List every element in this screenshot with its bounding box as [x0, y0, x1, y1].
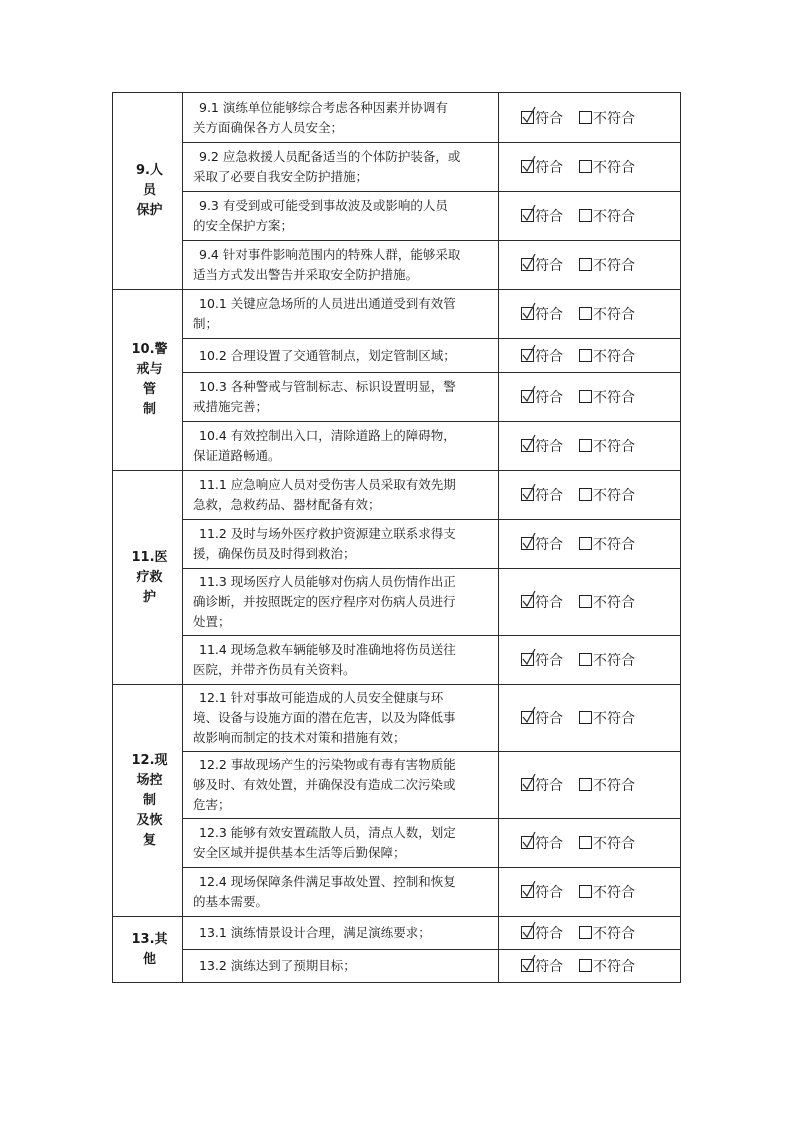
checkmark-icon [521, 831, 537, 849]
not-comply-option[interactable] [579, 885, 635, 901]
criterion-text-line: 确诊断，并按照既定的医疗程序对伤病人员进行 [193, 594, 456, 609]
table-row [113, 192, 681, 241]
not-comply-label: 不符合 [593, 110, 635, 127]
checkbox-comply[interactable] [521, 439, 534, 452]
compliance-cell [499, 143, 681, 192]
not-comply-label: 不符合 [593, 885, 635, 901]
not-comply-label: 不符合 [593, 836, 635, 852]
not-comply-option[interactable] [579, 307, 635, 323]
comply-option[interactable] [521, 537, 563, 553]
checkbox-comply[interactable] [521, 959, 534, 972]
checkmark-icon [521, 483, 537, 501]
criterion-cell [183, 752, 499, 819]
not-comply-label: 不符合 [593, 537, 635, 553]
checkbox-comply[interactable] [521, 836, 534, 849]
category-label-line: 保护 [136, 203, 163, 218]
criterion-text-line: 11.4 现场急救车辆能够及时准确地将伤员送往 [199, 642, 456, 657]
checkbox-not-comply[interactable] [579, 778, 592, 791]
not-comply-label: 不符合 [593, 926, 635, 942]
criterion-text-line: 9.1 演练单位能够综合考虑各种因素并协调有 [199, 99, 448, 115]
criterion-text-line: 故影响而制定的技术对策和措施有效； [193, 730, 406, 745]
criterion-text-line: 采取了必要自我安全防护措施； [193, 169, 369, 184]
category-label-line: 9.人员 [136, 163, 163, 198]
not-comply-option[interactable] [579, 111, 635, 127]
checkbox-not-comply[interactable] [579, 653, 592, 666]
category-label-line: 戒与管 [136, 362, 163, 397]
comply-label: 符合 [535, 836, 563, 852]
not-comply-option[interactable] [579, 653, 635, 669]
not-comply-option[interactable] [579, 209, 635, 225]
not-comply-option[interactable] [579, 959, 635, 975]
comply-option[interactable] [521, 653, 563, 669]
compliance-cell [499, 819, 681, 868]
criterion-text-line: 11.1 应急响应人员对受伤害人员采取有效先期 [199, 477, 456, 492]
checkbox-not-comply[interactable] [579, 885, 592, 898]
criterion-text-line: 危害； [193, 797, 231, 812]
checkbox-not-comply[interactable] [579, 307, 592, 320]
comply-label: 符合 [535, 595, 563, 611]
criterion-text-line: 13.2 演练达到了预期目标； [199, 958, 356, 973]
not-comply-label: 不符合 [593, 653, 635, 669]
not-comply-label: 不符合 [593, 307, 635, 323]
criterion-text-line: 境、设备与设施方面的潜在危害，以及为降低事 [193, 710, 456, 725]
not-comply-label: 不符合 [593, 258, 635, 274]
checkbox-comply[interactable] [521, 349, 534, 362]
comply-option[interactable] [521, 111, 563, 127]
checkmark-icon [521, 434, 537, 452]
not-comply-label: 不符合 [593, 711, 635, 727]
comply-option[interactable] [521, 595, 563, 611]
not-comply-label: 不符合 [593, 439, 635, 455]
checkbox-not-comply[interactable] [579, 836, 592, 849]
checkmark-icon [521, 648, 537, 666]
not-comply-label: 不符合 [593, 959, 635, 975]
criterion-text-line: 10.4 有效控制出入口，清除道路上的障碍物， [199, 428, 456, 443]
criterion-cell [183, 685, 499, 752]
checkbox-comply[interactable] [521, 488, 534, 501]
not-comply-option[interactable] [579, 836, 635, 852]
not-comply-option[interactable] [579, 488, 635, 504]
criterion-text-line: 12.1 针对事故可能造成的人员安全健康与环 [199, 690, 444, 705]
not-comply-label: 不符合 [593, 488, 635, 504]
category-label-line: 11.医 [131, 549, 168, 565]
table-row [113, 950, 681, 983]
comply-label: 符合 [535, 258, 563, 274]
comply-label: 符合 [535, 439, 563, 455]
compliance-cell [499, 752, 681, 819]
not-comply-label: 不符合 [593, 390, 635, 406]
table-row [113, 520, 681, 569]
comply-option[interactable] [521, 885, 563, 901]
checkbox-comply[interactable] [521, 711, 534, 724]
criterion-text-line: 适当方式发出警告并采取安全防护措施。 [193, 267, 419, 282]
comply-label: 符合 [535, 653, 563, 669]
table-row [113, 143, 681, 192]
not-comply-label: 不符合 [593, 160, 635, 176]
checkmark-icon [521, 773, 537, 791]
comply-option[interactable] [521, 307, 563, 323]
category-cell [113, 290, 183, 471]
checkmark-icon [521, 921, 537, 939]
criterion-text-line: 急救，急救药品、器材配备有效； [193, 497, 381, 512]
checkbox-not-comply[interactable] [579, 160, 592, 173]
criterion-cell [183, 520, 499, 569]
criterion-text-line: 够及时、有效处置，并确保没有造成二次污染或 [193, 777, 456, 792]
comply-option[interactable] [521, 209, 563, 225]
category-cell [113, 93, 183, 290]
criterion-text-line: 10.1 关键应急场所的人员进出通道受到有效管 [199, 296, 456, 311]
checkmark-icon [521, 954, 537, 972]
checkbox-not-comply[interactable] [579, 209, 592, 222]
checkmark-icon [521, 106, 537, 124]
criterion-text-line: 安全区域并提供基本生活等后勤保障； [193, 845, 406, 860]
criterion-text-line: 9.2 应急救援人员配备适当的个体防护装备，或 [199, 149, 461, 164]
comply-label: 符合 [535, 711, 563, 727]
criterion-cell [183, 471, 499, 520]
category-label-line: 12.现 [131, 752, 168, 768]
comply-option[interactable] [521, 959, 563, 975]
category-label-line: 制 [142, 402, 156, 417]
table-row [113, 373, 681, 422]
table-row [113, 241, 681, 290]
table-row [113, 685, 681, 752]
table-row [113, 339, 681, 373]
checkbox-not-comply[interactable] [579, 258, 592, 271]
not-comply-option[interactable] [579, 390, 635, 406]
table-row [113, 636, 681, 685]
criterion-cell [183, 290, 499, 339]
checkbox-not-comply[interactable] [579, 595, 592, 608]
criterion-text-line: 11.2 及时与场外医疗救护资源建立联系求得支 [199, 526, 456, 541]
comply-label: 符合 [535, 209, 563, 225]
comply-label: 符合 [535, 488, 563, 504]
comply-option[interactable] [521, 711, 563, 727]
criterion-text-line: 保证道路畅通。 [193, 448, 281, 463]
checkbox-not-comply[interactable] [579, 926, 592, 939]
checkbox-comply[interactable] [521, 307, 534, 320]
category-cell [113, 685, 183, 917]
not-comply-option[interactable] [579, 160, 635, 176]
comply-option[interactable] [521, 836, 563, 852]
criterion-cell [183, 241, 499, 290]
category-label-line: 疗救护 [136, 569, 163, 605]
checkbox-comply[interactable] [521, 926, 534, 939]
criterion-text-line: 9.4 针对事件影响范围内的特殊人群，能够采取 [199, 247, 461, 262]
compliance-cell [499, 192, 681, 241]
comply-option[interactable] [521, 488, 563, 504]
comply-option[interactable] [521, 390, 563, 406]
criterion-text-line: 处置； [193, 614, 231, 629]
comply-label: 符合 [535, 390, 563, 406]
not-comply-option[interactable] [579, 778, 635, 794]
checkbox-not-comply[interactable] [579, 349, 592, 362]
not-comply-label: 不符合 [593, 209, 635, 225]
checkmark-icon [521, 590, 537, 608]
checkmark-icon [521, 155, 537, 173]
checkbox-not-comply[interactable] [579, 959, 592, 972]
comply-label: 符合 [535, 778, 563, 794]
checkmark-icon [521, 706, 537, 724]
not-comply-label: 不符合 [593, 348, 635, 365]
checkmark-icon [521, 880, 537, 898]
checkbox-comply[interactable] [521, 390, 534, 403]
table-row [113, 471, 681, 520]
criterion-text-line: 医院，并带齐伤员有关资料。 [193, 662, 356, 677]
compliance-cell [499, 471, 681, 520]
criterion-text-line: 戒措施完善； [193, 399, 269, 414]
category-label-line: 他 [142, 951, 156, 967]
compliance-cell [499, 520, 681, 569]
criterion-text-line: 的安全保护方案； [193, 218, 294, 233]
category-label-line: 场控制 [136, 772, 163, 808]
criterion-text-line: 10.2 合理设置了交通管制点，划定管制区域； [199, 347, 456, 363]
compliance-cell [499, 950, 681, 983]
category-cell [113, 917, 183, 983]
compliance-cell [499, 422, 681, 471]
criterion-cell [183, 569, 499, 636]
category-label-line: 及恢复 [136, 812, 163, 848]
comply-label: 符合 [535, 959, 563, 975]
checkbox-not-comply[interactable] [579, 711, 592, 724]
not-comply-option[interactable] [579, 349, 635, 365]
criterion-cell [183, 636, 499, 685]
checkbox-comply[interactable] [521, 537, 534, 550]
table-row [113, 422, 681, 471]
evaluation-table [112, 92, 681, 983]
comply-label: 符合 [535, 348, 563, 365]
compliance-cell [499, 868, 681, 917]
category-label-line: 10.警 [131, 342, 168, 357]
checkbox-comply[interactable] [521, 653, 534, 666]
criterion-cell [183, 950, 499, 983]
criterion-text-line: 12.2 事故现场产生的污染物或有毒有害物质能 [199, 757, 456, 772]
comply-option[interactable] [521, 160, 563, 176]
not-comply-option[interactable] [579, 595, 635, 611]
not-comply-option[interactable] [579, 926, 635, 942]
comply-option[interactable] [521, 926, 563, 942]
checkmark-icon [521, 253, 537, 271]
criterion-text-line: 制； [193, 316, 219, 331]
compliance-cell [499, 569, 681, 636]
criterion-text-line: 关方面确保各方人员安全； [193, 119, 344, 135]
compliance-cell [499, 339, 681, 373]
checkmark-icon [521, 302, 537, 320]
category-label-line: 13.其 [131, 931, 168, 947]
criterion-cell [183, 373, 499, 422]
table-row [113, 868, 681, 917]
table-row [113, 569, 681, 636]
comply-option[interactable] [521, 439, 563, 455]
checkbox-not-comply[interactable] [579, 111, 592, 124]
table-row [113, 819, 681, 868]
table-row [113, 93, 681, 143]
criterion-cell [183, 93, 499, 143]
criterion-cell [183, 192, 499, 241]
checkmark-icon [521, 532, 537, 550]
table-row [113, 752, 681, 819]
criterion-text-line: 10.3 各种警戒与管制标志、标识设置明显，警 [199, 379, 456, 394]
comply-label: 符合 [535, 110, 563, 127]
criterion-cell [183, 819, 499, 868]
not-comply-option[interactable] [579, 711, 635, 727]
table-row [113, 917, 681, 950]
compliance-cell [499, 290, 681, 339]
checkmark-icon [521, 385, 537, 403]
criterion-text-line: 的基本需要。 [193, 894, 269, 909]
criterion-cell [183, 917, 499, 950]
comply-label: 符合 [535, 537, 563, 553]
criterion-text-line: 9.3 有受到或可能受到事故波及或影响的人员 [199, 198, 448, 213]
checkbox-comply[interactable] [521, 258, 534, 271]
compliance-cell [499, 93, 681, 143]
checkbox-comply[interactable] [521, 595, 534, 608]
comply-label: 符合 [535, 160, 563, 176]
comply-label: 符合 [535, 885, 563, 901]
not-comply-label: 不符合 [593, 778, 635, 794]
criterion-cell [183, 339, 499, 373]
compliance-cell [499, 917, 681, 950]
checkbox-not-comply[interactable] [579, 439, 592, 452]
compliance-cell [499, 241, 681, 290]
criterion-cell [183, 868, 499, 917]
comply-option[interactable] [521, 778, 563, 794]
checkbox-comply[interactable] [521, 160, 534, 173]
not-comply-option[interactable] [579, 537, 635, 553]
checkmark-icon [521, 204, 537, 222]
checkmark-icon [521, 344, 537, 362]
comply-option[interactable] [521, 258, 563, 274]
checkbox-comply[interactable] [521, 778, 534, 791]
compliance-cell [499, 685, 681, 752]
checkbox-not-comply[interactable] [579, 488, 592, 501]
comply-label: 符合 [535, 307, 563, 323]
checkbox-comply[interactable] [521, 111, 534, 124]
checkbox-not-comply[interactable] [579, 390, 592, 403]
criterion-text-line: 援，确保伤员及时得到救治； [193, 546, 356, 561]
comply-label: 符合 [535, 926, 563, 942]
criterion-text-line: 11.3 现场医疗人员能够对伤病人员伤情作出正 [199, 574, 456, 589]
table-row [113, 290, 681, 339]
criterion-cell [183, 422, 499, 471]
not-comply-label: 不符合 [593, 595, 635, 611]
checkbox-not-comply[interactable] [579, 537, 592, 550]
compliance-cell [499, 636, 681, 685]
comply-option[interactable] [521, 349, 563, 365]
checkbox-comply[interactable] [521, 209, 534, 222]
not-comply-option[interactable] [579, 258, 635, 274]
criterion-text-line: 12.3 能够有效安置疏散人员，清点人数，划定 [199, 825, 456, 840]
not-comply-option[interactable] [579, 439, 635, 455]
criterion-text-line: 13.1 演练情景设计合理，满足演练要求； [199, 925, 431, 940]
category-cell [113, 471, 183, 685]
compliance-cell [499, 373, 681, 422]
criterion-cell [183, 143, 499, 192]
checkbox-comply[interactable] [521, 885, 534, 898]
criterion-text-line: 12.4 现场保障条件满足事故处置、控制和恢复 [199, 874, 456, 889]
